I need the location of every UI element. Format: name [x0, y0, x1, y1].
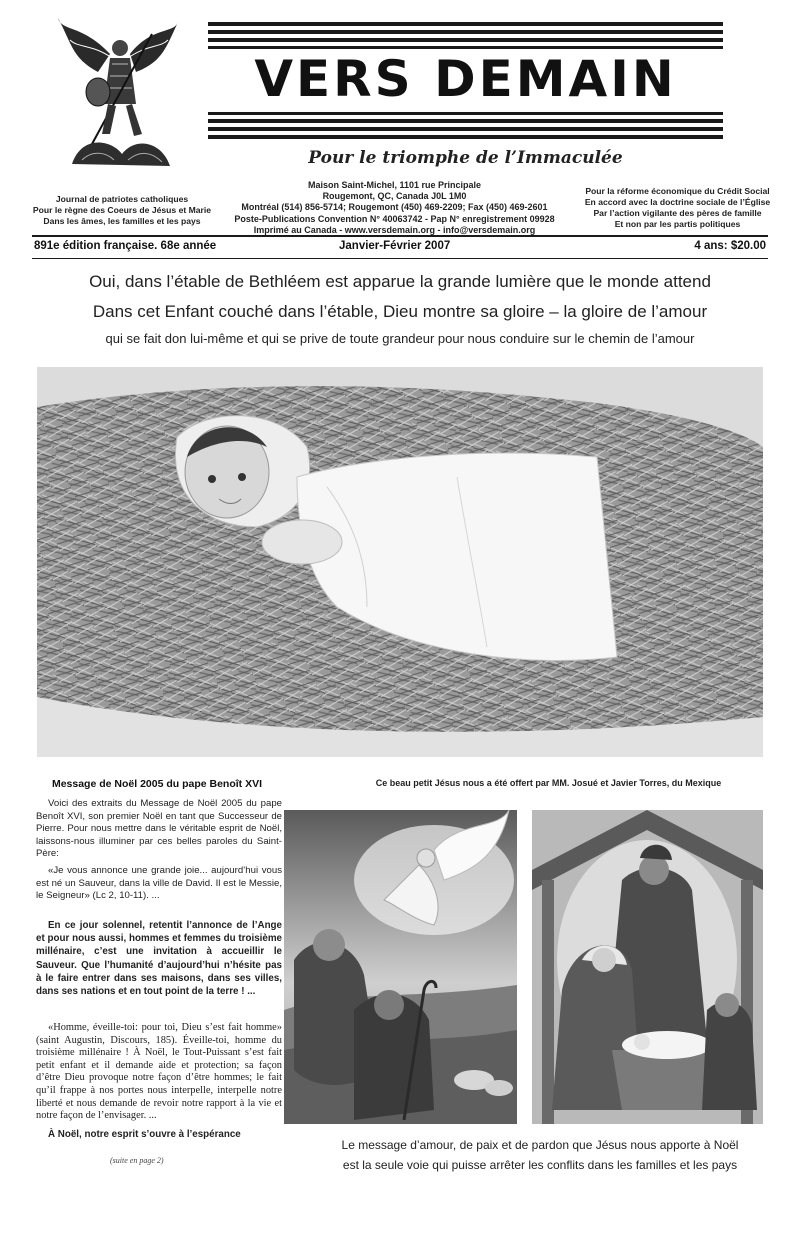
holy-family-painting [532, 810, 763, 1124]
info-line: Montréal (514) 856-5714; Rougemont (450) 469-2209; Fax (450) 469-2601 [241, 202, 548, 213]
info-line: Rougemont, QC, Canada J0L 1M0 [322, 191, 467, 202]
edition-number: 891e édition française. 68e année [34, 240, 217, 252]
newspaper-motto: Pour le triomphe de l’Immaculée [308, 148, 623, 168]
divider [32, 258, 768, 259]
headline-3: qui se fait don lui-même et qui se prive de toute grandeur pour nous conduire sur le chemin de l’amour [105, 331, 695, 346]
archangel-michael-engraving-icon [52, 14, 182, 174]
info-line: Pour la réforme économique du Crédit Social [585, 186, 770, 196]
divider [32, 235, 768, 237]
masthead-rule [208, 127, 723, 131]
info-line: Et non par les partis politiques [614, 219, 741, 229]
info-line: En accord avec la doctrine sociale de l’Église [584, 197, 771, 207]
center-info-block [222, 180, 567, 236]
article-paragraph: «Je vous annonce une grande joie... aujourd’hui vous est né un Sauveur, dans la ville de David. Il est le Messie, le Seigneur» (Lc 2, 10-11). ... [36, 865, 282, 902]
newspaper-title: VERS DEMAIN [254, 50, 677, 108]
continued-note: (suite en page 2) [110, 1156, 164, 1165]
info-line: Poste-Publications Convention N° 40063742 - Pap N° enregistrement 09928 [234, 213, 555, 224]
info-line: Pour le règne des Coeurs de Jésus et Marie [32, 205, 212, 215]
article-paragraph: «Homme, éveille-toi: pour toi, Dieu s’est fait homme» (saint Augustin, Discours, 185). Éveille-toi, homme du troisième millénaire ! À Noël, le Tout-Puissant s’est fait petit enfant et il demande aide et protection; sa façon d’être Dieu provoque notre façon d’être hommes; le fait qu’il frappe à nos portes nous interpelle, interpelle notre liberté et nous demande de revoir notre rapport à la vie et notre façon de l’envisager. ... [36, 1022, 282, 1122]
masthead-rule [208, 46, 723, 49]
subscription-price: 4 ans: $20.00 [694, 240, 766, 252]
article-paragraph: En ce jour solennel, retentit l’annonce de l’Ange et pour nous aussi, hommes et femmes du troisième millénaire, c’est une invitation à accueillir le Sauveur. Que l’humanité d’aujourd’hui n’hésite pas à le faire entrer dans ses maisons, dans ses villes, dans ses nations et en tout point de la terre ! ... [36, 920, 282, 998]
edition-row [34, 240, 766, 256]
edition-date: Janvier-Février 2007 [339, 240, 451, 252]
article-title: Message de Noël 2005 du pape Benoît XVI [51, 778, 263, 790]
headline-1: Oui, dans l’étable de Bethléem est apparue la grande lumière que le monde attend [89, 272, 711, 291]
angel-shepherds-painting [284, 810, 517, 1124]
headline-2: Dans cet Enfant couché dans l’étable, Dieu montre sa gloire – la gloire de l’amour [92, 302, 708, 321]
masthead-rule [208, 38, 723, 42]
bottom-caption-line: est la seule voie qui puisse arrêter les conflits dans les familles et les pays [342, 1158, 738, 1172]
masthead-rule [208, 30, 723, 34]
left-info-block [32, 194, 212, 227]
article-paragraph: À Noël, notre esprit s’ouvre à l’espérance [48, 1129, 241, 1140]
info-line: Dans les âmes, les familles et les pays [43, 216, 201, 226]
article-paragraph: Voici des extraits du Message de Noël 2005 du pape Benoît XVI, son premier Noël en tant que Successeur de Pierre. Pour nous mettre dans le véritable esprit de Noël, laissons-nous illuminer par ces belles paroles du Saint-Père: [36, 798, 282, 860]
right-info-block [575, 186, 780, 230]
photo-caption: Ce beau petit Jésus nous a été offert par MM. Josué et Javier Torres, du Mexique [375, 778, 722, 788]
masthead-rule [208, 135, 723, 139]
infant-jesus-manger-photo [37, 367, 763, 757]
info-line: Maison Saint-Michel, 1101 rue Principale [307, 180, 482, 190]
masthead-rule [208, 119, 723, 123]
info-line: Par l’action vigilante des pères de famille [593, 208, 762, 218]
bottom-caption-line: Le message d’amour, de paix et de pardon que Jésus nous apporte à Noël [341, 1138, 739, 1152]
info-line: Journal de patriotes catholiques [55, 194, 189, 204]
masthead-rule [208, 22, 723, 26]
masthead-rule [208, 112, 723, 115]
info-line: Imprimé au Canada - www.versdemain.org - info@versdemain.org [253, 224, 536, 235]
